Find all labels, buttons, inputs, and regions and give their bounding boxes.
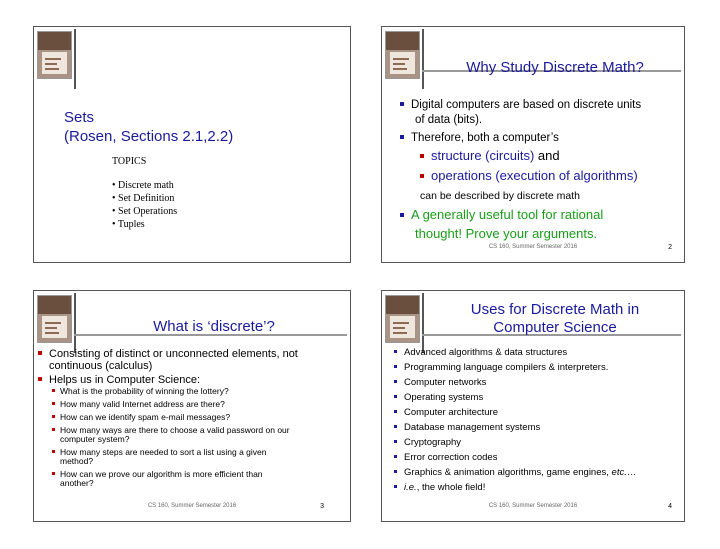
slide3-sub-item-cont: another? — [60, 478, 94, 488]
divider-vertical — [422, 29, 424, 89]
topics-label: TOPICS — [112, 156, 147, 167]
slide3-sub-item: How can we identify spam e-mail messages? — [52, 412, 230, 422]
topic-item: • Tuples — [112, 219, 145, 230]
bullet-icon — [400, 135, 404, 139]
slide4-page-number: 4 — [668, 503, 672, 510]
slide3-sub-item: How can we prove our algorithm is more efficient than — [52, 469, 263, 479]
bullet-icon — [394, 470, 397, 473]
slide2-bullet-1: Digital computers are based on discrete units — [400, 98, 641, 112]
divider-vertical — [74, 29, 76, 89]
slide3-sub-item-cont: method? — [60, 456, 94, 466]
slide4-item: Database management systems — [394, 422, 540, 434]
slide3-sub-item: How many valid Internet address are there? — [52, 399, 225, 409]
bullet-icon — [394, 485, 397, 488]
topic-item: • Discrete math — [112, 180, 174, 191]
slide3-footer: CS 160, Summer Semester 2016 — [147, 503, 237, 509]
bullet-icon — [52, 450, 55, 453]
bullet-icon — [394, 395, 397, 398]
slide4-item: Graphics & animation algorithms, game engines, etc.… — [394, 467, 636, 479]
slide3-sub-item: How many ways are there to choose a valid password on our — [52, 425, 290, 435]
bullet-icon — [38, 351, 42, 355]
slide4-footer: CS 160, Summer Semester 2016 — [488, 503, 578, 509]
book-cover-thumbnail — [385, 295, 420, 343]
slide2-footer: CS 160, Summer Semester 2016 — [488, 244, 578, 250]
bullet-icon — [394, 350, 397, 353]
slide2-bullet-3-cont: thought! Prove your arguments. — [415, 226, 598, 241]
slide-3 — [33, 290, 351, 522]
bullet-icon — [394, 380, 397, 383]
slide-1 — [33, 26, 351, 263]
slide4-item: Computer architecture — [394, 407, 498, 419]
divider-vertical — [422, 293, 424, 353]
bullet-icon — [52, 428, 55, 431]
slide2-page-number: 2 — [668, 244, 672, 251]
bullet-icon — [52, 389, 55, 392]
bullet-icon — [52, 402, 55, 405]
slide1-subheading: (Rosen, Sections 2.1,2.2) — [64, 128, 234, 145]
slide4-item: Advanced algorithms & data structures — [394, 347, 567, 359]
slide2-bullet-3: A generally useful tool for rational — [400, 207, 603, 223]
slide4-item: Computer networks — [394, 377, 486, 389]
slide2-line-3: can be described by discrete math — [420, 190, 580, 202]
bullet-icon — [400, 213, 404, 217]
bullet-icon — [394, 410, 397, 413]
slide1-heading: Sets — [64, 109, 95, 126]
slide4-item: Operating systems — [394, 392, 483, 404]
slide4-item: i.e., the whole field! — [394, 482, 485, 494]
slide2-sub-2: operations (execution of algorithms) — [420, 168, 638, 184]
book-cover-thumbnail — [37, 295, 72, 343]
bullet-icon — [52, 472, 55, 475]
slide3-bullet-2: Helps us in Computer Science: — [38, 374, 200, 387]
bullet-icon — [394, 440, 397, 443]
book-cover-thumbnail — [385, 31, 420, 79]
bullet-icon — [400, 102, 404, 106]
slide4-item: Cryptography — [394, 437, 461, 449]
slide3-sub-item: How many steps are needed to sort a list using a given — [52, 447, 266, 457]
slide-4 — [381, 290, 685, 522]
slide3-bullet-1: Consisting of distinct or unconnected elements, not — [38, 348, 298, 361]
slide-2 — [381, 26, 685, 263]
slide4-item: Programming language compilers & interpreters. — [394, 362, 608, 374]
bullet-icon — [52, 415, 55, 418]
slide2-title: Why Study Discrete Math? — [466, 59, 644, 76]
topic-item: • Set Definition — [112, 193, 175, 204]
slide2-bullet-1-cont: of data (bits). — [415, 114, 483, 126]
book-cover-thumbnail — [37, 31, 72, 79]
topic-item: • Set Operations — [112, 206, 178, 217]
slide2-sub-1: structure (circuits) and — [420, 148, 560, 164]
slide3-page-number: 3 — [320, 503, 324, 510]
bullet-icon — [394, 455, 397, 458]
bullet-icon — [420, 154, 424, 158]
slide2-bullet-2: Therefore, both a computer’s — [400, 131, 559, 145]
bullet-icon — [38, 377, 42, 381]
bullet-icon — [394, 365, 397, 368]
slide3-sub-item: What is the probability of winning the lottery? — [52, 386, 229, 396]
bullet-icon — [420, 174, 424, 178]
divider-vertical — [74, 293, 76, 353]
slide3-sub-item-cont: computer system? — [60, 434, 130, 444]
bullet-icon — [394, 425, 397, 428]
slide3-bullet-1-cont: continuous (calculus) — [49, 360, 153, 372]
slide4-title-line-2: Computer Science — [493, 319, 617, 336]
slide3-title: What is ‘discrete’? — [153, 318, 275, 335]
slide4-title-line-1: Uses for Discrete Math in — [470, 301, 640, 318]
slide4-item: Error correction codes — [394, 452, 497, 464]
